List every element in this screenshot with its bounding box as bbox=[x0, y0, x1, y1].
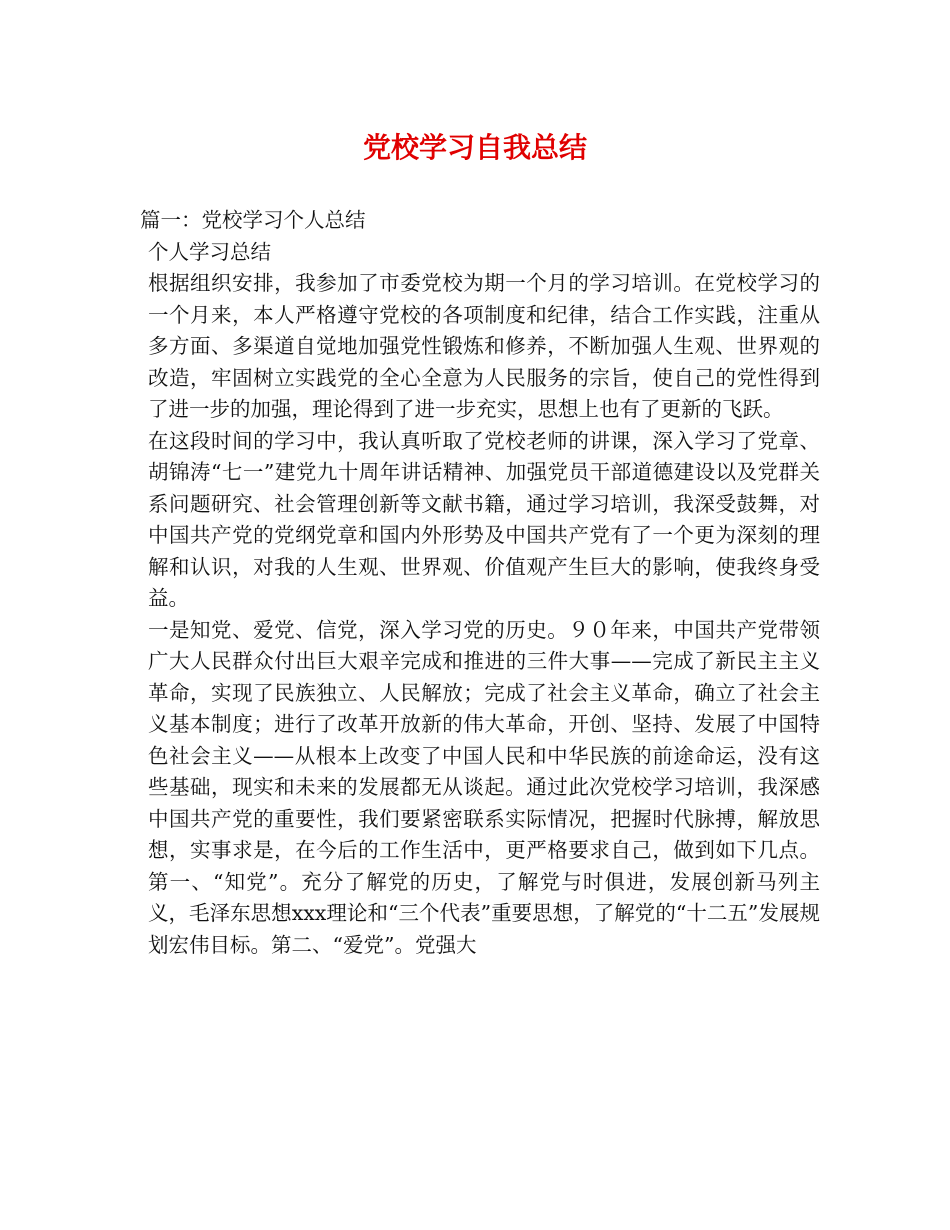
document-title: 党校学习自我总结 bbox=[362, 131, 587, 164]
document-body bbox=[140, 205, 820, 961]
paragraph-1: 根据组织安排，我参加了市委党校为期一个月的学习培训。在党校学习的一个月来，本人严格遵守党校的各项制度和纪律，结合工作实践，注重从多方面、多渠道自觉地加强党性锻炼和修养，不断加强人生观、世界观的改造，牢固树立实践党的全心全意为人民服务的宗旨，使自己的党性得到了进一步的加强，理论得到了进一步充实，思想上也有了更新的飞跃。 bbox=[148, 271, 820, 421]
section-heading: 篇一：党校学习个人总结 bbox=[140, 208, 366, 232]
subheading: 个人学习总结 bbox=[148, 239, 271, 264]
paragraph-3: 一是知党、爱党、信党，深入学习党的历史。９０年来，中国共产党带领广大人民群众付出巨大艰辛完成和推进的三件大事——完成了新民主主义革命，实现了民族独立、人民解放；完成了社会主义革命，确立了社会主义基本制度；进行了改革开放新的伟大革命，开创、坚持、发展了中国特色社会主义——从根本上改变了中国人民和中华民族的前途命运，没有这些基础，现实和未来的发展都无从谈起。通过此次党校学习培训，我深感中国共产党的重要性，我们要紧密联系实际情况，把握时代脉搏，解放思想，实事求是，在今后的工作生活中，更严格要求自己，做到如下几点。第一、“知党”。充分了解党的历史，了解党与时俱进，发展创新马列主义，毛泽东思想xxx理论和“三个代表”重要思想，了解党的“十二五”发展规划宏伟目标。第二、“爱党”。党强大 bbox=[148, 617, 820, 957]
paragraph-2: 在这段时间的学习中，我认真听取了党校老师的讲课，深入学习了党章、胡锦涛“七一”建党九十周年讲话精神、加强党员干部道德建设以及党群关系问题研究、社会管理创新等文献书籍，通过学习培训，我深受鼓舞，对中国共产党的党纲党章和国内外形势及中国共产党有了一个更为深刻的理解和认识，对我的人生观、世界观、价值观产生巨大的影响，使我终身受益。 bbox=[148, 428, 820, 610]
